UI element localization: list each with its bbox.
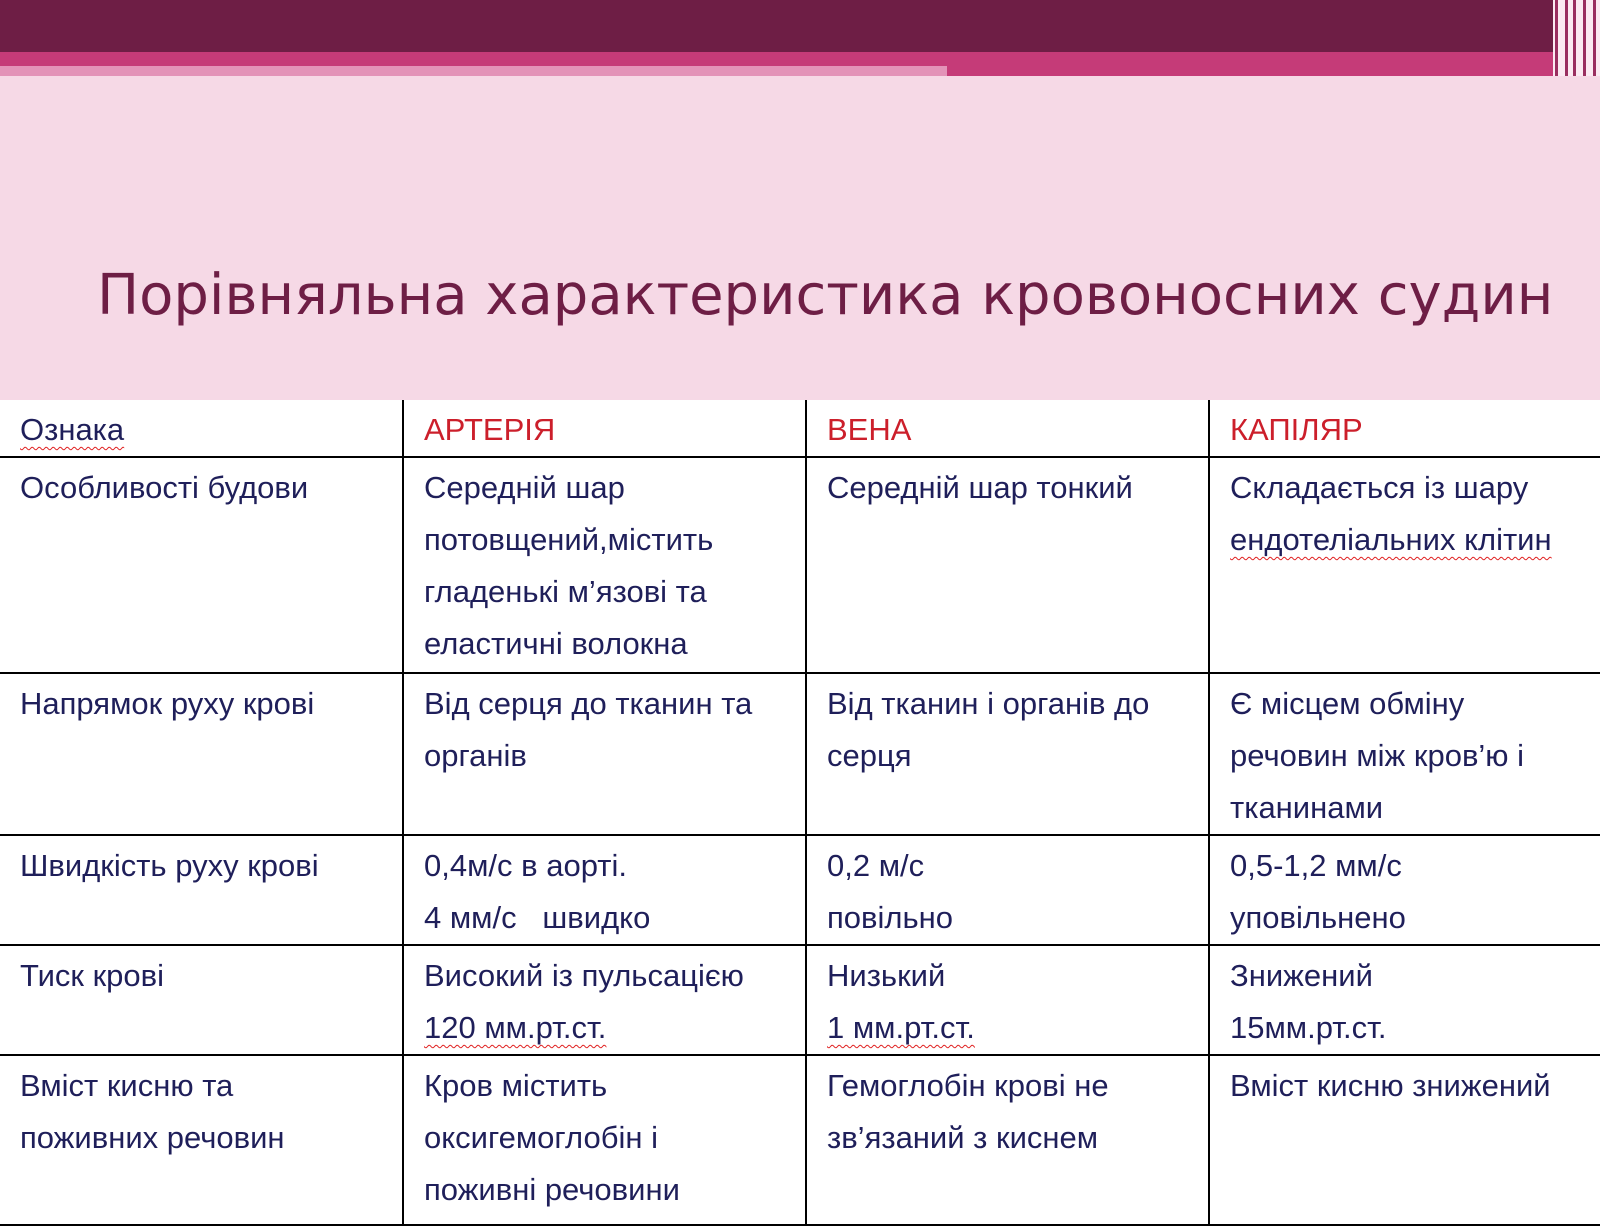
accent-stripe (0, 52, 1600, 66)
header-capillary: КАПІЛЯР (1209, 400, 1600, 457)
slide-title: Порівняльна характеристика кровоносних судин (97, 263, 1554, 328)
capillary-cell: Є місцем обміну речовин між кров’ю і тканинами (1209, 673, 1600, 835)
header-vein: ВЕНА (806, 400, 1209, 457)
artery-cell: Середній шар потовщений,містить гладенькі м’язові та еластичні волокна (403, 457, 806, 673)
vein-cell: Гемоглобін крові не зв’язаний з киснем (806, 1055, 1209, 1225)
row-label: Напрямок руху крові (0, 673, 403, 835)
artery-cell: 0,4м/с в аорті. 4 мм/с швидко (403, 835, 806, 945)
capillary-cell: 0,5-1,2 мм/с уповільнено (1209, 835, 1600, 945)
vein-cell: Низький 1 мм.рт.ст. (806, 945, 1209, 1055)
row-label: Швидкість руху крові (0, 835, 403, 945)
row-label: Тиск крові (0, 945, 403, 1055)
table-row (0, 673, 1600, 835)
row-label: Особливості будови (0, 457, 403, 673)
capillary-cell: Знижений 15мм.рт.ст. (1209, 945, 1600, 1055)
row-label: Вміст кисню та поживних речовин (0, 1055, 403, 1225)
capillary-cell: Вміст кисню знижений (1209, 1055, 1600, 1225)
header-feature: Ознака (0, 400, 403, 457)
vein-cell: Середній шар тонкий (806, 457, 1209, 673)
top-bar (0, 0, 1600, 52)
header-artery: АРТЕРІЯ (403, 400, 806, 457)
artery-cell: Від серця до тканин та органів (403, 673, 806, 835)
artery-cell: Високий із пульсацією 120 мм.рт.ст. (403, 945, 806, 1055)
accent-stripe-light (0, 66, 947, 76)
title-background-right (947, 108, 1600, 400)
vein-cell: Від тканин і органів до серця (806, 673, 1209, 835)
table-row (0, 835, 1600, 945)
vein-cell: 0,2 м/с повільно (806, 835, 1209, 945)
capillary-cell: Складається із шару ендотеліальних клітин (1209, 457, 1600, 673)
artery-cell: Кров містить оксигемоглобін і поживні речовини (403, 1055, 806, 1225)
table-header-row (0, 400, 1600, 457)
comparison-table (0, 400, 1600, 1226)
table-row (0, 457, 1600, 673)
table-row (0, 945, 1600, 1055)
